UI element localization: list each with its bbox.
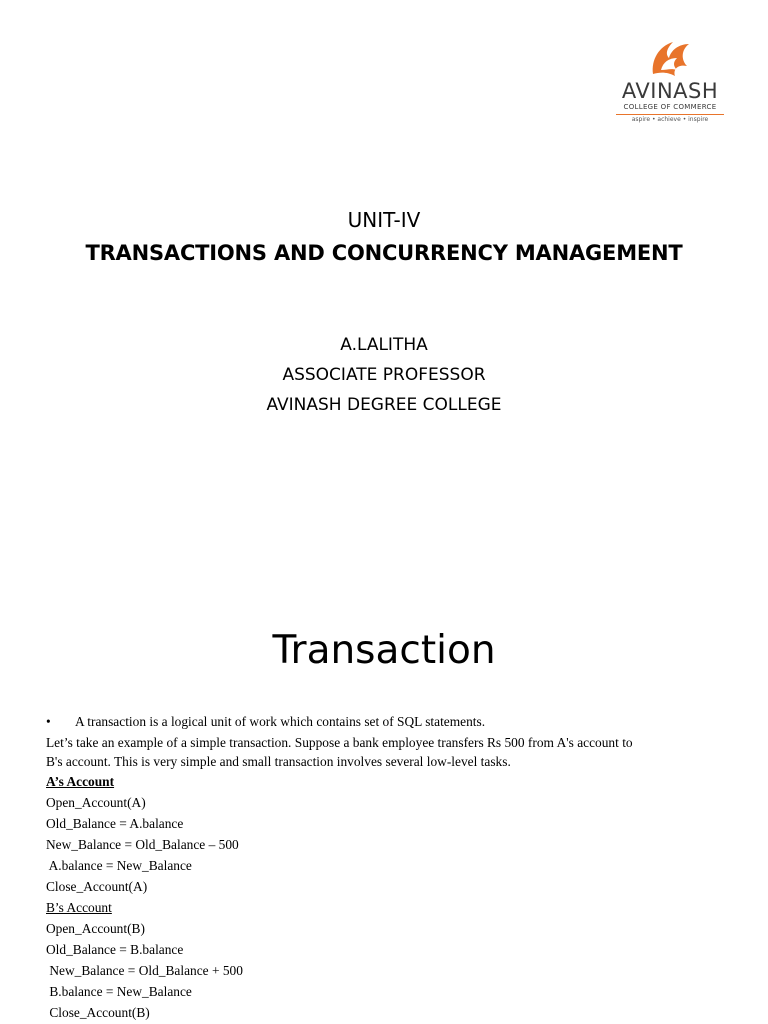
author-institution: AVINASH DEGREE COLLEGE <box>266 395 502 415</box>
author-name: A.LALITHA <box>340 335 428 355</box>
code-line: Close_Account(A) <box>46 879 148 894</box>
slide-title: Transaction <box>272 628 496 673</box>
code-line: Close_Account(B) <box>46 1005 150 1020</box>
bullet-text: A transaction is a logical unit of work which contains set of SQL statements. <box>75 714 486 729</box>
code-line: New_Balance = Old_Balance + 500 <box>46 963 243 978</box>
author-designation: ASSOCIATE PROFESSOR <box>282 365 486 385</box>
code-line: A.balance = New_Balance <box>46 858 192 873</box>
logo-name: AVINASH <box>621 79 719 103</box>
logo-tagline: aspire • achieve • inspire <box>631 116 709 123</box>
college-logo <box>612 34 728 125</box>
transaction-slide <box>0 560 768 1024</box>
slide-content <box>46 712 726 1023</box>
main-title: TRANSACTIONS AND CONCURRENCY MANAGEMENT <box>85 241 683 265</box>
code-line: Old_Balance = B.balance <box>46 942 184 957</box>
paragraph-line: B's account. This is very simple and small transaction involves several low-level tasks. <box>46 754 511 769</box>
a-account-heading: A’s Account <box>46 774 115 789</box>
paragraph-line: Let’s take an example of a simple transaction. Suppose a bank employee transfers Rs 500 from A's account to <box>46 735 633 750</box>
flame-logo-icon <box>647 34 693 78</box>
code-line: B.balance = New_Balance <box>46 984 192 999</box>
example-paragraph <box>46 733 726 771</box>
code-line: Old_Balance = A.balance <box>46 816 184 831</box>
code-line: New_Balance = Old_Balance – 500 <box>46 837 239 852</box>
code-line: Open_Account(A) <box>46 795 146 810</box>
bullet-item <box>46 712 726 732</box>
author-block <box>0 330 768 420</box>
unit-heading: UNIT-IV <box>347 208 421 232</box>
code-line: Open_Account(B) <box>46 921 145 936</box>
bullet-icon: • <box>46 714 51 729</box>
b-account-heading: B’s Account <box>46 900 112 915</box>
logo-subtitle: COLLEGE OF COMMERCE <box>616 102 724 115</box>
